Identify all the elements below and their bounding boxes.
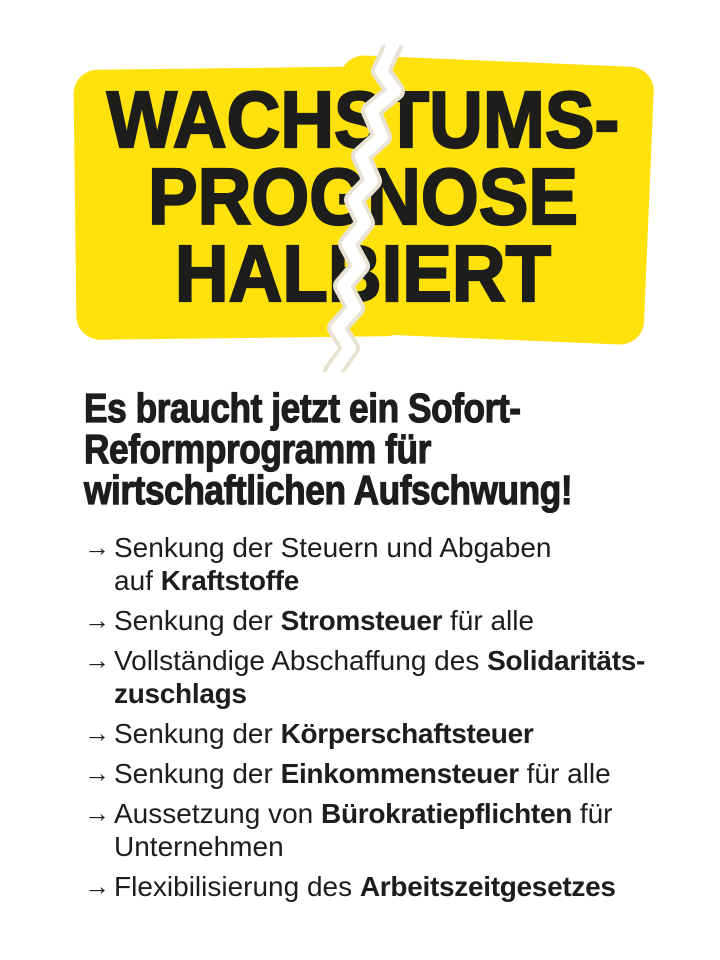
list-item xyxy=(84,604,654,637)
plain-text: Senkung der xyxy=(114,758,281,789)
emphasis-text: Einkommensteuer xyxy=(280,758,519,789)
list-item xyxy=(84,717,654,750)
list-item-text xyxy=(114,797,654,863)
list-item-text xyxy=(114,717,654,750)
plain-text: für alle xyxy=(442,605,535,636)
plain-text: für alle xyxy=(518,758,611,789)
emphasis-text: Kraftstoffe xyxy=(160,565,299,596)
list-item-line xyxy=(114,870,654,903)
plain-text: für xyxy=(572,798,613,829)
banner-line: HALBIERT xyxy=(174,229,552,318)
list-item xyxy=(84,757,654,790)
list-item-line xyxy=(114,717,654,750)
arrow-bullet-icon: → xyxy=(84,718,110,748)
list-item-line xyxy=(114,604,654,637)
list-item xyxy=(84,531,654,597)
arrow-bullet-icon: → xyxy=(84,532,110,562)
banner-headline xyxy=(93,75,632,318)
emphasis-text: Arbeitszeitgesetzes xyxy=(359,871,616,902)
headline-line: wirtschaftlichen Aufschwung! xyxy=(84,467,573,513)
reform-list xyxy=(84,531,654,910)
headline-line: Reformprogramm für xyxy=(84,426,431,472)
plain-text: Senkung der xyxy=(114,718,281,749)
list-item-line xyxy=(114,830,654,863)
arrow-bullet-icon: → xyxy=(84,758,110,788)
plain-text: Vollständige Abschaffung des xyxy=(114,645,488,676)
headline xyxy=(84,385,573,513)
emphasis-text: Bürokratiepflichten xyxy=(321,798,573,829)
plain-text: Aussetzung von xyxy=(114,798,322,829)
arrow-bullet-icon: → xyxy=(84,645,110,675)
list-item-text xyxy=(114,604,654,637)
headline-line: Es braucht jetzt ein Sofort- xyxy=(84,385,521,431)
plain-text: Unternehmen xyxy=(114,831,284,862)
list-item xyxy=(84,797,654,863)
list-item-line xyxy=(114,757,654,790)
list-item-line xyxy=(114,797,654,830)
banner-line: PROGNOSE xyxy=(148,152,578,241)
plain-text: Senkung der xyxy=(114,605,281,636)
list-item-text xyxy=(114,644,654,710)
emphasis-text: Stromsteuer xyxy=(280,605,443,636)
list-item-line xyxy=(114,677,654,710)
list-item-line xyxy=(114,531,654,564)
list-item xyxy=(84,870,654,903)
arrow-bullet-icon: → xyxy=(84,605,110,635)
plain-text: Senkung der Steuern und Abgaben xyxy=(114,532,552,563)
arrow-bullet-icon: → xyxy=(84,798,110,828)
list-item-line xyxy=(114,564,654,597)
emphasis-text: zuschlags xyxy=(114,678,247,709)
banner-line: WACHSTUMS- xyxy=(106,75,620,164)
list-item-line xyxy=(114,644,654,677)
list-item xyxy=(84,644,654,710)
emphasis-text: Solidaritäts- xyxy=(487,645,646,676)
torn-banner xyxy=(73,55,653,362)
arrow-bullet-icon: → xyxy=(84,871,110,901)
list-item-text xyxy=(114,531,654,597)
emphasis-text: Körperschaftsteuer xyxy=(280,718,534,749)
plain-text: Flexibilisierung des xyxy=(114,871,360,902)
plain-text: auf xyxy=(114,565,161,596)
list-item-text xyxy=(114,757,654,790)
list-item-text xyxy=(114,870,654,903)
